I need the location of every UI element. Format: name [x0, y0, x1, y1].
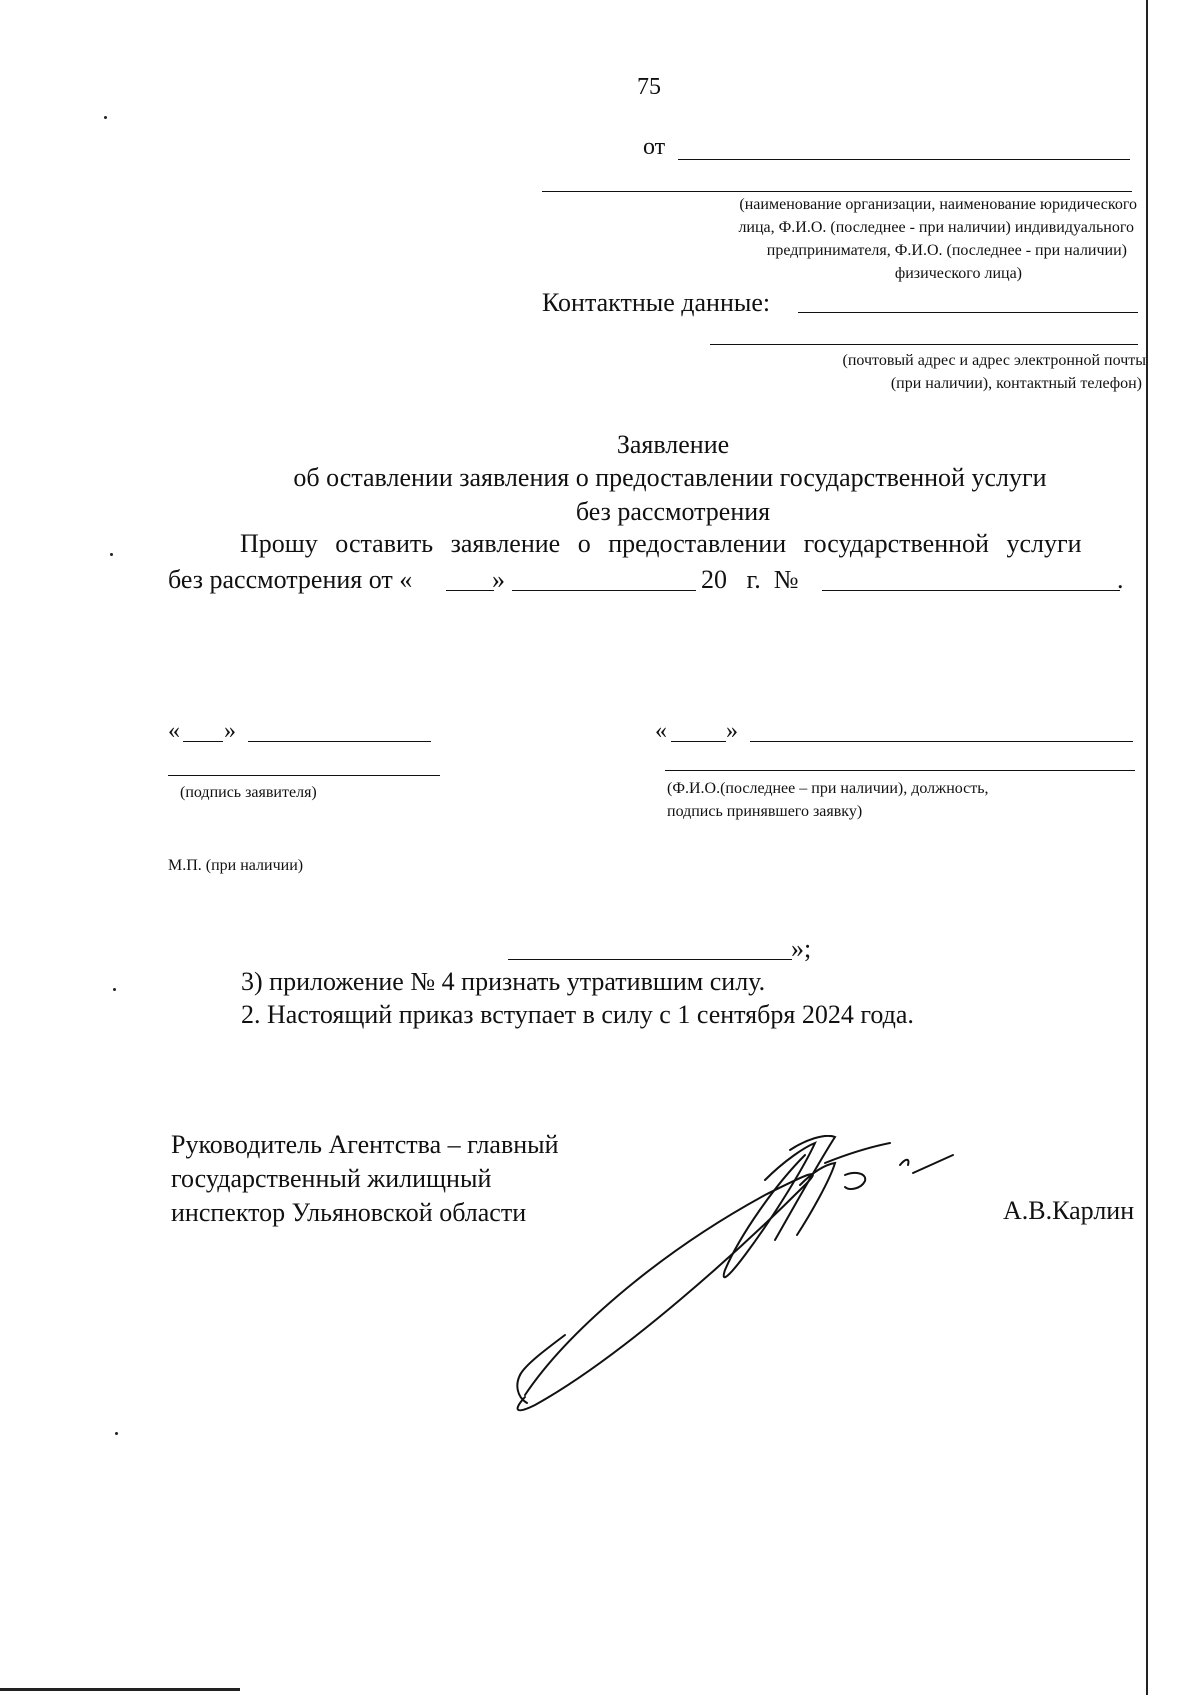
- signer-name: А.В.Карлин: [1003, 1196, 1135, 1225]
- right-day-line: [671, 741, 726, 742]
- body-quote-close: »: [492, 565, 505, 594]
- from-field-line-2: [542, 191, 1132, 192]
- order-item-3: 3) приложение № 4 признать утратившим силу.: [241, 967, 766, 996]
- signer-position: Руководитель Агентства – главный государственный жилищный инспектор Ульяновской области: [171, 1130, 559, 1227]
- body-text-line-2-start: без рассмотрения от «: [168, 565, 413, 594]
- right-month-line: [750, 741, 1133, 742]
- left-date-open: «: [168, 718, 180, 744]
- scan-edge-line: [1146, 0, 1148, 1695]
- left-date-close: »: [224, 718, 236, 744]
- scan-dot: [110, 553, 113, 556]
- receiver-caption: (Ф.И.О.(последнее – при наличии), должность, подпись принявшего заявку): [667, 780, 989, 820]
- day-field-line: [446, 590, 494, 591]
- org-caption: (наименование организации, наименование юридического лица, Ф.И.О. (последнее - при наличии) индивидуального предпринимателя, Ф.И.О. (последнее - при наличии) физического лица): [738, 196, 1137, 282]
- applicant-caption: (подпись заявителя): [180, 784, 317, 801]
- stamp-note: М.П. (при наличии): [168, 857, 304, 874]
- scan-corner-line: [0, 1688, 240, 1691]
- receiver-signature-line: [665, 770, 1135, 771]
- page-number: 75: [637, 74, 661, 100]
- body-text-line-1: Прошу оставить заявление о предоставлении государственной услуги: [240, 529, 1082, 558]
- scan-dot: [113, 988, 116, 991]
- scan-dot: [115, 1432, 118, 1435]
- body-period: .: [1117, 565, 1124, 594]
- left-day-line: [183, 741, 223, 742]
- handwritten-signature: [505, 1135, 965, 1425]
- contacts-label: Контактные данные:: [542, 288, 771, 317]
- body-year-number: 20 г. №: [701, 565, 799, 594]
- month-field-line: [512, 590, 696, 591]
- from-field-line: [678, 159, 1130, 160]
- right-date-close: »: [726, 718, 738, 744]
- applicant-signature-line: [168, 775, 440, 776]
- document-title: Заявление: [616, 430, 730, 459]
- contacts-field-line-2: [710, 344, 1138, 345]
- contacts-caption: (почтовый адрес и адрес электронной почты (при наличии), контактный телефон): [842, 352, 1146, 392]
- number-field-line: [822, 590, 1120, 591]
- scan-dot: [104, 116, 107, 119]
- closing-quote-mark: »;: [791, 934, 812, 963]
- right-date-open: «: [655, 718, 667, 744]
- order-item-2: 2. Настоящий приказ вступает в силу с 1 сентября 2024 года.: [241, 1000, 914, 1029]
- closing-line: [508, 959, 792, 960]
- document-subtitle: об оставлении заявления о предоставлении государственной услуги: [293, 463, 1047, 492]
- left-month-line: [248, 741, 431, 742]
- contacts-field-line: [798, 312, 1138, 313]
- document-subtitle-2: без рассмотрения: [575, 497, 771, 526]
- from-label: от: [643, 134, 666, 160]
